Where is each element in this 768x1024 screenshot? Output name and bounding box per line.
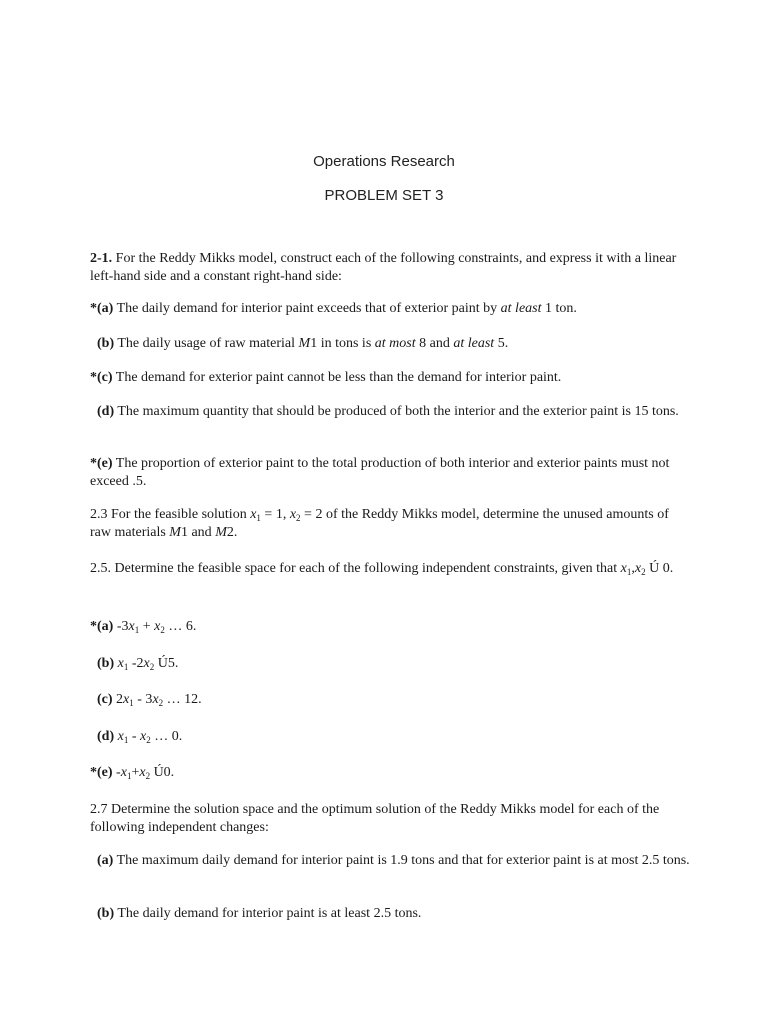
problem-2-5-d: (d) $x_1 - x_2$ … 0. <box>97 729 183 745</box>
problem-2-5-e: *(e) $-x_1+x_2$ Ú0. <box>90 765 175 781</box>
item-label: *(e) <box>90 765 113 780</box>
item-label: *(a) <box>90 619 114 634</box>
item-label: (b) <box>97 336 115 351</box>
problem-number: 2-1. <box>90 251 113 266</box>
problem-2-1-c: *(c) The demand for exterior paint cannot be less than the demand for interior paint. <box>90 370 562 385</box>
problem-2-5-a: *(a) $-3x_1 + x_2$ … 6. <box>90 619 197 635</box>
problem-2-1-intro: 2-1. For the Reddy Mikks model, construct each of the following constraints, and express it with a linear left-hand side and a constant right-hand side: <box>90 251 677 284</box>
problem-2-7-a: (a) The maximum daily demand for interior paint is 1.9 tons and that for exterior paint is at most 2.5 tons. <box>97 853 690 868</box>
problem-2-5-b: (b) $x_1$ $-2x_2$ Ú5. <box>97 656 179 672</box>
problem-2-7-b: (b) The daily demand for interior paint is at least 2.5 tons. <box>97 906 422 921</box>
item-label: *(e) <box>90 456 113 471</box>
item-label: (a) <box>97 853 114 868</box>
item-label: *(c) <box>90 370 113 385</box>
item-label: (d) <box>97 404 115 419</box>
course-title: Operations Research <box>313 153 455 170</box>
problem-2-1-a: *(a) The daily demand for interior paint exceeds that of exterior paint by at least 1 ton. <box>90 301 577 316</box>
problem-set-title: PROBLEM SET 3 <box>324 187 444 204</box>
problem-2-3: 2.3 For the feasible solution $x_1 = 1$, $x_2 = 2$ of the Reddy Mikks model, determine the unused amounts of raw materials M1 and M2. <box>90 507 669 540</box>
item-label: (d) <box>97 729 115 744</box>
item-label: (b) <box>97 906 115 921</box>
problem-2-7-intro: 2.7 Determine the solution space and the optimum solution of the Reddy Mikks model for each of the following independent changes: <box>90 802 660 835</box>
problem-2-1-e: *(e) The proportion of exterior paint to the total production of both interior and exterior paints must not exceed .5. <box>90 456 670 489</box>
item-label: *(a) <box>90 301 114 316</box>
problem-2-1-d: (d) The maximum quantity that should be produced of both the interior and the exterior paint is 15 tons. <box>97 404 679 419</box>
problem-2-1-b: (b) The daily usage of raw material M1 in tons is at most 8 and at least 5. <box>97 336 509 351</box>
problem-2-5-intro: 2.5. Determine the feasible space for each of the following independent constraints, given that $x_1,x_2$ Ú 0. <box>90 561 674 577</box>
item-label: (c) <box>97 692 113 707</box>
problem-2-5-c: (c) $2x_1 - 3x_2$ … 12. <box>97 692 202 708</box>
item-label: (b) <box>97 656 115 671</box>
